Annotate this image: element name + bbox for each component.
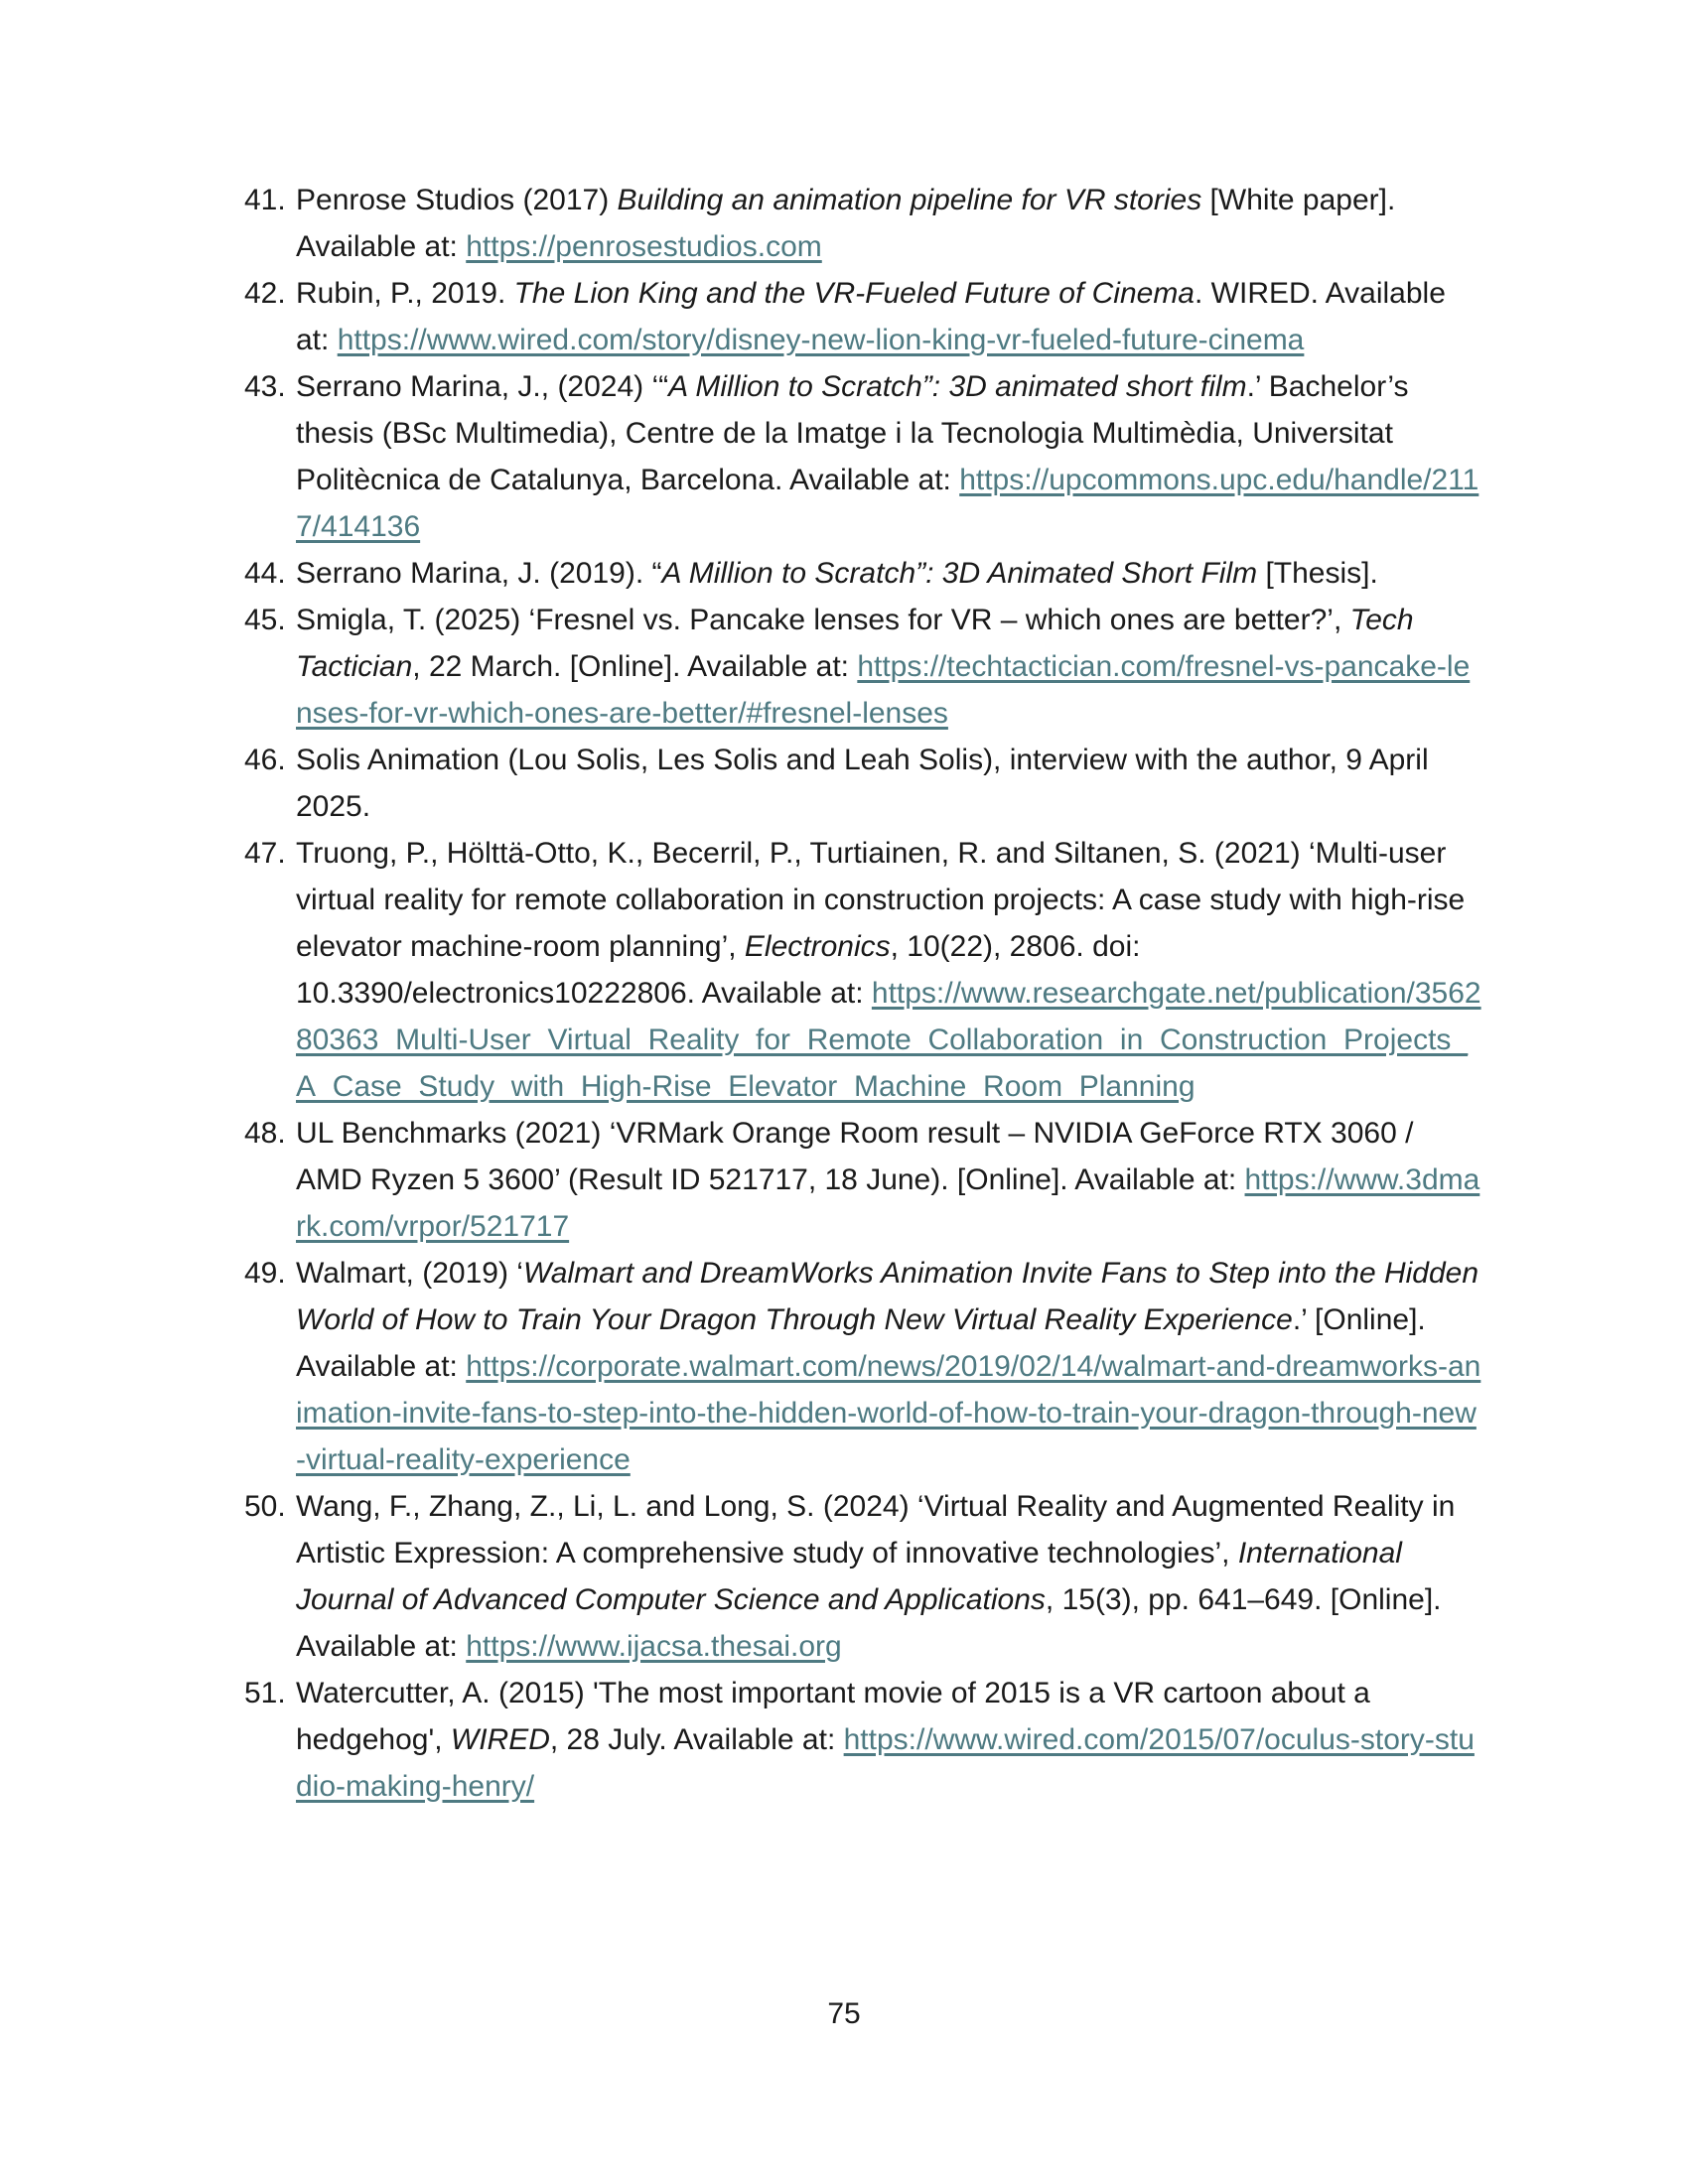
reference-link[interactable]: https://www.researchgate.net/publication/356280363_Multi-User_Virtual_Reality_for_Remote_Collaboration_in_Construction_Projects_A_Case_Study_with_High-Rise_Elevator_Machine_Room_Planning: [296, 977, 1481, 1103]
reference-number: 41.: [244, 184, 286, 216]
reference-segment: Smigla, T. (2025) ‘Fresnel vs. Pancake lenses for VR – which ones are better?’,: [296, 604, 1350, 636]
reference-text: [296, 550, 1485, 597]
reference-item: [244, 830, 1485, 1110]
reference-item: [244, 1110, 1485, 1250]
reference-item: [244, 177, 1485, 270]
reference-number: 45.: [244, 604, 286, 636]
page-number: 75: [827, 1997, 861, 2030]
reference-item: [244, 363, 1485, 550]
reference-text: [296, 1110, 1485, 1250]
reference-text: [296, 177, 1485, 270]
reference-segment: , 22 March. [Online]. Available at:: [412, 650, 858, 683]
reference-segment: , 10(22), 2806. doi: 10.3390/electronics10222806. Available at:: [296, 930, 1141, 1010]
reference-text: [296, 270, 1485, 363]
reference-link[interactable]: https://www.3dmark.com/vrpor/521717: [296, 1163, 1480, 1243]
reference-text: [296, 1250, 1485, 1483]
reference-title: Electronics: [744, 930, 891, 963]
reference-segment: [White paper]. Available at:: [296, 184, 1396, 263]
reference-number: 42.: [244, 277, 286, 310]
reference-segment: Watercutter, A. (2015) 'The most important movie of 2015 is a VR cartoon about a hedgehog',: [296, 1677, 1370, 1756]
reference-link[interactable]: https://www.ijacsa.thesai.org: [466, 1630, 842, 1663]
reference-item: [244, 270, 1485, 363]
reference-segment: , 28 July. Available at:: [549, 1723, 844, 1756]
reference-number: 49.: [244, 1257, 286, 1290]
reference-segment: UL Benchmarks (2021) ‘VRMark Orange Room result – NVIDIA GeForce RTX 3060 / AMD Ryzen 5 3600’ (Result ID 521717, 18 June). [Online]. Available at:: [296, 1117, 1414, 1196]
reference-segment: Truong, P., Hölttä-Otto, K., Becerril, P., Turtiainen, R. and Siltanen, S. (2021) ‘Multi-user virtual reality for remote collaboration in construction projects: A case study with high-rise elevator machine-room planning’,: [296, 837, 1466, 963]
reference-title: Tech Tactician: [296, 604, 1414, 683]
reference-link[interactable]: https://corporate.walmart.com/news/2019/02/14/walmart-and-dreamworks-animation-invite-fans-to-step-into-the-hidden-world-of-how-to-train-your-dragon-through-new-virtual-reality-experience: [296, 1350, 1481, 1476]
reference-link[interactable]: https://penrosestudios.com: [466, 230, 822, 263]
reference-item: [244, 597, 1485, 737]
reference-segment: Serrano Marina, J., (2024) ‘“: [296, 370, 669, 403]
reference-title: A Million to Scratch”: 3D animated short film: [668, 370, 1247, 403]
reference-title: Walmart and DreamWorks Animation Invite Fans to Step into the Hidden World of How to Train Your Dragon Through New Virtual Reality Experience: [296, 1257, 1479, 1336]
reference-item: [244, 1670, 1485, 1810]
reference-segment: Solis Animation (Lou Solis, Les Solis and Leah Solis), interview with the author, 9 April 2025.: [296, 744, 1429, 823]
reference-segment: Walmart, (2019) ‘: [296, 1257, 523, 1290]
reference-item: [244, 1250, 1485, 1483]
reference-segment: Serrano Marina, J. (2019). “: [296, 557, 662, 590]
reference-text: [296, 363, 1485, 550]
reference-segment: Rubin, P., 2019.: [296, 277, 514, 310]
reference-title: Building an animation pipeline for VR stories: [617, 184, 1202, 216]
reference-segment: Penrose Studios (2017): [296, 184, 618, 216]
reference-number: 48.: [244, 1117, 286, 1150]
reference-item: [244, 550, 1485, 597]
reference-number: 43.: [244, 370, 286, 403]
reference-title: WIRED: [450, 1723, 550, 1756]
reference-link[interactable]: https://techtactician.com/fresnel-vs-pancake-lenses-for-vr-which-ones-are-better/#fresnel-lenses: [296, 650, 1471, 730]
reference-text: [296, 597, 1485, 737]
reference-item: [244, 737, 1485, 830]
reference-item: [244, 1483, 1485, 1670]
reference-text: [296, 1670, 1485, 1810]
reference-text: [296, 737, 1485, 830]
reference-number: 46.: [244, 744, 286, 776]
reference-text: [296, 1483, 1485, 1670]
reference-segment: .’ Bachelor’s thesis (BSc Multimedia), Centre de la Imatge i la Tecnologia Multimèdia, Universitat Politècnica de Catalunya, Barcelona. Available at:: [296, 370, 1409, 496]
reference-number: 44.: [244, 557, 286, 590]
reference-number: 47.: [244, 837, 286, 870]
reference-title: International Journal of Advanced Computer Science and Applications: [296, 1537, 1402, 1616]
reference-segment: Wang, F., Zhang, Z., Li, L. and Long, S. (2024) ‘Virtual Reality and Augmented Reality in Artistic Expression: A comprehensive study of innovative technologies’,: [296, 1490, 1456, 1570]
reference-title: A Million to Scratch”: 3D Animated Short Film: [661, 557, 1258, 590]
reference-segment: [Thesis].: [1257, 557, 1378, 590]
reference-number: 50.: [244, 1490, 286, 1523]
reference-text: [296, 830, 1485, 1110]
reference-link[interactable]: https://upcommons.upc.edu/handle/2117/414136: [296, 464, 1479, 543]
reference-list: [244, 177, 1485, 1810]
reference-segment: . WIRED. Available at:: [296, 277, 1446, 356]
reference-title: The Lion King and the VR-Fueled Future of Cinema: [513, 277, 1195, 310]
reference-number: 51.: [244, 1677, 286, 1709]
reference-link[interactable]: https://www.wired.com/story/disney-new-lion-king-vr-fueled-future-cinema: [337, 324, 1305, 356]
reference-link[interactable]: https://www.wired.com/2015/07/oculus-story-studio-making-henry/: [296, 1723, 1475, 1803]
reference-segment: , 15(3), pp. 641–649. [Online]. Available at:: [296, 1583, 1442, 1663]
reference-segment: .’ [Online]. Available at:: [296, 1303, 1426, 1383]
